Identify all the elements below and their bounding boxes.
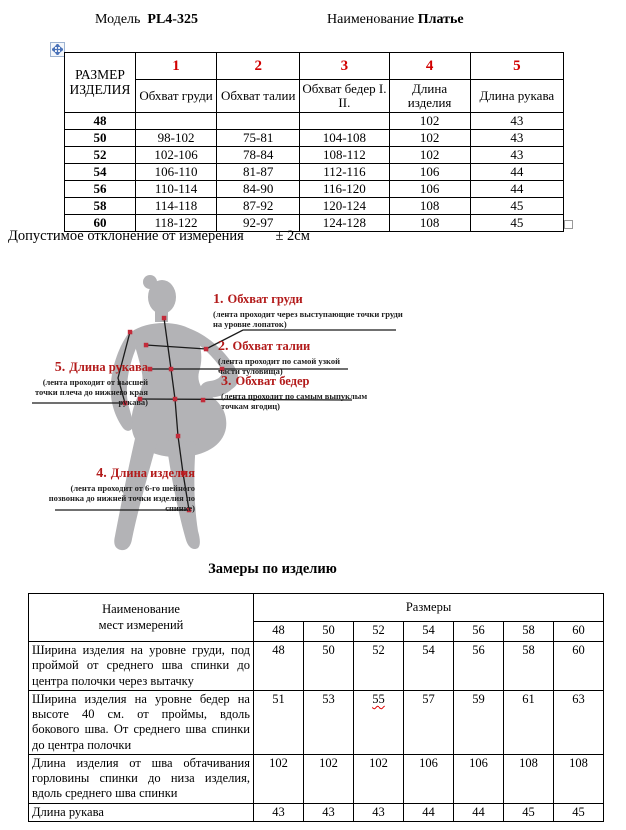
measures-sizes-header: Размеры	[254, 594, 604, 622]
col-number-4: 4	[389, 53, 470, 80]
measure-value: 43	[254, 803, 304, 821]
annotation-desc: (лента проходит от высшей точки плеча до нижнего края рукава)	[34, 376, 148, 407]
annotation-sleeve-length	[24, 358, 148, 407]
size-row-54	[65, 164, 564, 181]
annotation-name: Обхват талии	[232, 339, 311, 353]
col-label-length: Длина изделия	[389, 80, 470, 113]
measure-value: 56	[454, 642, 504, 691]
annotation-desc: (лента проходит по самым выпуклым точкам ягодиц)	[221, 390, 368, 411]
annotation-title	[24, 358, 148, 376]
hips-cell: 108-112	[300, 147, 389, 164]
annotation-desc: (лента проходит по самой узкой части туловища)	[218, 355, 340, 376]
size-table	[64, 52, 564, 232]
col-number-1: 1	[135, 53, 216, 80]
length-cell: 102	[389, 130, 470, 147]
size-cell: 50	[65, 130, 136, 147]
size-col-48: 48	[254, 622, 304, 642]
size-col-54: 54	[404, 622, 454, 642]
chest-cell: 118-122	[135, 215, 216, 232]
measures-name-header	[29, 594, 254, 642]
length-cell: 102	[389, 147, 470, 164]
size-row-48	[65, 113, 564, 130]
measure-value-spellcheck	[354, 690, 404, 754]
measure-name: Ширина изделия на уровне груди, под проймой от среднего шва спинки до центра полочки через вытачку	[29, 642, 254, 691]
measure-row-item-length	[29, 754, 604, 803]
measure-value: 52	[354, 642, 404, 691]
measure-value: 44	[404, 803, 454, 821]
size-cell: 48	[65, 113, 136, 130]
hips-cell: 112-116	[300, 164, 389, 181]
size-col-58: 58	[504, 622, 554, 642]
hips-cell: 120-124	[300, 198, 389, 215]
chest-cell: 98-102	[135, 130, 216, 147]
measure-value: 108	[504, 754, 554, 803]
hips-cell: 124-128	[300, 215, 389, 232]
measure-value: 102	[304, 754, 354, 803]
size-cell: 60	[65, 215, 136, 232]
measure-value: 53	[304, 690, 354, 754]
measure-value: 45	[504, 803, 554, 821]
waist-cell: 87-92	[217, 198, 300, 215]
name-label: Наименование	[327, 12, 415, 27]
chest-cell: 106-110	[135, 164, 216, 181]
size-col-50: 50	[304, 622, 354, 642]
annotation-number: 3.	[221, 374, 232, 389]
annotation-name: Обхват груди	[227, 292, 303, 306]
measures-name-header-line1: Наименование	[102, 602, 180, 617]
size-row-52	[65, 147, 564, 164]
size-table-corner-header: РАЗМЕР ИЗДЕЛИЯ	[65, 53, 136, 113]
name-line	[327, 12, 464, 28]
model-value: PL4-325	[147, 12, 198, 27]
annotation-chest	[213, 290, 411, 329]
col-number-5: 5	[470, 53, 563, 80]
measure-row-chest-width	[29, 642, 604, 691]
model-line	[95, 12, 198, 28]
measure-value: 106	[404, 754, 454, 803]
tolerance-label: Допустимое отклонение от измерения	[8, 228, 244, 244]
measure-value: 102	[354, 754, 404, 803]
length-cell: 106	[389, 164, 470, 181]
annotation-number: 1.	[213, 292, 224, 307]
size-row-56	[65, 181, 564, 198]
hips-cell: 104-108	[300, 130, 389, 147]
tolerance-value: ± 2см	[275, 228, 310, 244]
measure-value: 57	[404, 690, 454, 754]
sleeve-cell: 43	[470, 130, 563, 147]
name-value: Платье	[417, 12, 464, 27]
size-cell: 58	[65, 198, 136, 215]
waist-cell: 78-84	[217, 147, 300, 164]
col-label-hips: Обхват бедер I. II.	[300, 80, 389, 113]
size-col-60: 60	[554, 622, 604, 642]
annotation-title	[221, 372, 381, 390]
size-row-50	[65, 130, 564, 147]
tolerance-note	[8, 228, 310, 245]
sleeve-cell: 43	[470, 147, 563, 164]
hips-cell: 116-120	[300, 181, 389, 198]
size-col-56: 56	[454, 622, 504, 642]
size-row-58	[65, 198, 564, 215]
measure-name: Длина рукава	[29, 803, 254, 821]
measure-value: 58	[504, 642, 554, 691]
measures-table	[28, 593, 604, 822]
measure-row-sleeve-length	[29, 803, 604, 821]
col-label-waist: Обхват талии	[217, 80, 300, 113]
measure-value: 44	[454, 803, 504, 821]
measures-table-wrapper	[28, 593, 604, 822]
measure-value: 108	[554, 754, 604, 803]
length-cell: 106	[389, 181, 470, 198]
measure-value: 59	[454, 690, 504, 754]
size-cell: 54	[65, 164, 136, 181]
waist-cell: 81-87	[217, 164, 300, 181]
sleeve-cell: 45	[470, 215, 563, 232]
annotation-name: Обхват бедер	[235, 374, 310, 388]
measures-section-title: Замеры по изделию	[208, 561, 337, 577]
annotation-title	[213, 290, 411, 308]
annotation-number: 2.	[218, 339, 229, 354]
table-resize-handle[interactable]	[564, 220, 573, 229]
waist-cell: 92-97	[217, 215, 300, 232]
size-cell: 56	[65, 181, 136, 198]
length-cell: 102	[389, 113, 470, 130]
chest-cell: 110-114	[135, 181, 216, 198]
measure-name: Длина изделия от шва обтачивания горловины спинки до низа изделия, вдоль среднего шва спинки	[29, 754, 254, 803]
annotation-name: Длина рукава	[69, 360, 148, 374]
size-cell: 52	[65, 147, 136, 164]
measure-value: 43	[354, 803, 404, 821]
measure-value: 60	[554, 642, 604, 691]
chest-cell: 114-118	[135, 198, 216, 215]
waist-cell	[217, 113, 300, 130]
annotation-number: 4.	[96, 466, 107, 481]
annotation-title	[40, 464, 195, 482]
hips-cell	[300, 113, 389, 130]
model-label: Модель	[95, 12, 141, 27]
waist-cell: 75-81	[217, 130, 300, 147]
chest-cell: 102-106	[135, 147, 216, 164]
annotation-desc: (лента проходит через выступающие точки груди на уровне лопаток)	[213, 308, 403, 329]
measure-value: 106	[454, 754, 504, 803]
length-cell: 108	[389, 198, 470, 215]
annotation-number: 5.	[54, 360, 66, 375]
annotation-name: Длина изделия	[110, 466, 195, 480]
measure-value: 63	[554, 690, 604, 754]
annotation-title	[218, 337, 368, 355]
col-number-2: 2	[217, 53, 300, 80]
measure-value: 102	[254, 754, 304, 803]
measure-value: 43	[304, 803, 354, 821]
annotation-hips	[221, 372, 381, 411]
annotation-desc: (лента проходит от 6-го шейного позвонка до нижней точки изделия по спинке)	[48, 482, 195, 513]
sleeve-cell: 44	[470, 164, 563, 181]
sleeve-cell: 45	[470, 198, 563, 215]
size-col-52: 52	[354, 622, 404, 642]
col-label-sleeve: Длина рукава	[470, 80, 563, 113]
measure-value: 48	[254, 642, 304, 691]
sleeve-cell: 43	[470, 113, 563, 130]
measure-value: 54	[404, 642, 454, 691]
chest-cell	[135, 113, 216, 130]
measure-name: Ширина изделия на уровне бедер на высоте 40 см. от проймы, вдоль бокового шва. От среднего шва спинки до центра полочки	[29, 690, 254, 754]
col-label-chest: Обхват груди	[135, 80, 216, 113]
waist-cell: 84-90	[217, 181, 300, 198]
col-number-3: 3	[300, 53, 389, 80]
measure-row-hip-width	[29, 690, 604, 754]
measure-value: 55	[372, 691, 385, 706]
measure-value: 50	[304, 642, 354, 691]
measure-value: 51	[254, 690, 304, 754]
measures-name-header-line2: мест измерений	[98, 617, 184, 632]
measure-value: 61	[504, 690, 554, 754]
size-table-wrapper	[64, 52, 564, 232]
table-move-handle[interactable]	[50, 42, 65, 57]
measure-value: 45	[554, 803, 604, 821]
sleeve-cell: 44	[470, 181, 563, 198]
annotation-item-length	[40, 464, 195, 513]
four-arrows-move-icon	[52, 44, 63, 55]
annotation-waist	[218, 337, 368, 376]
length-cell: 108	[389, 215, 470, 232]
